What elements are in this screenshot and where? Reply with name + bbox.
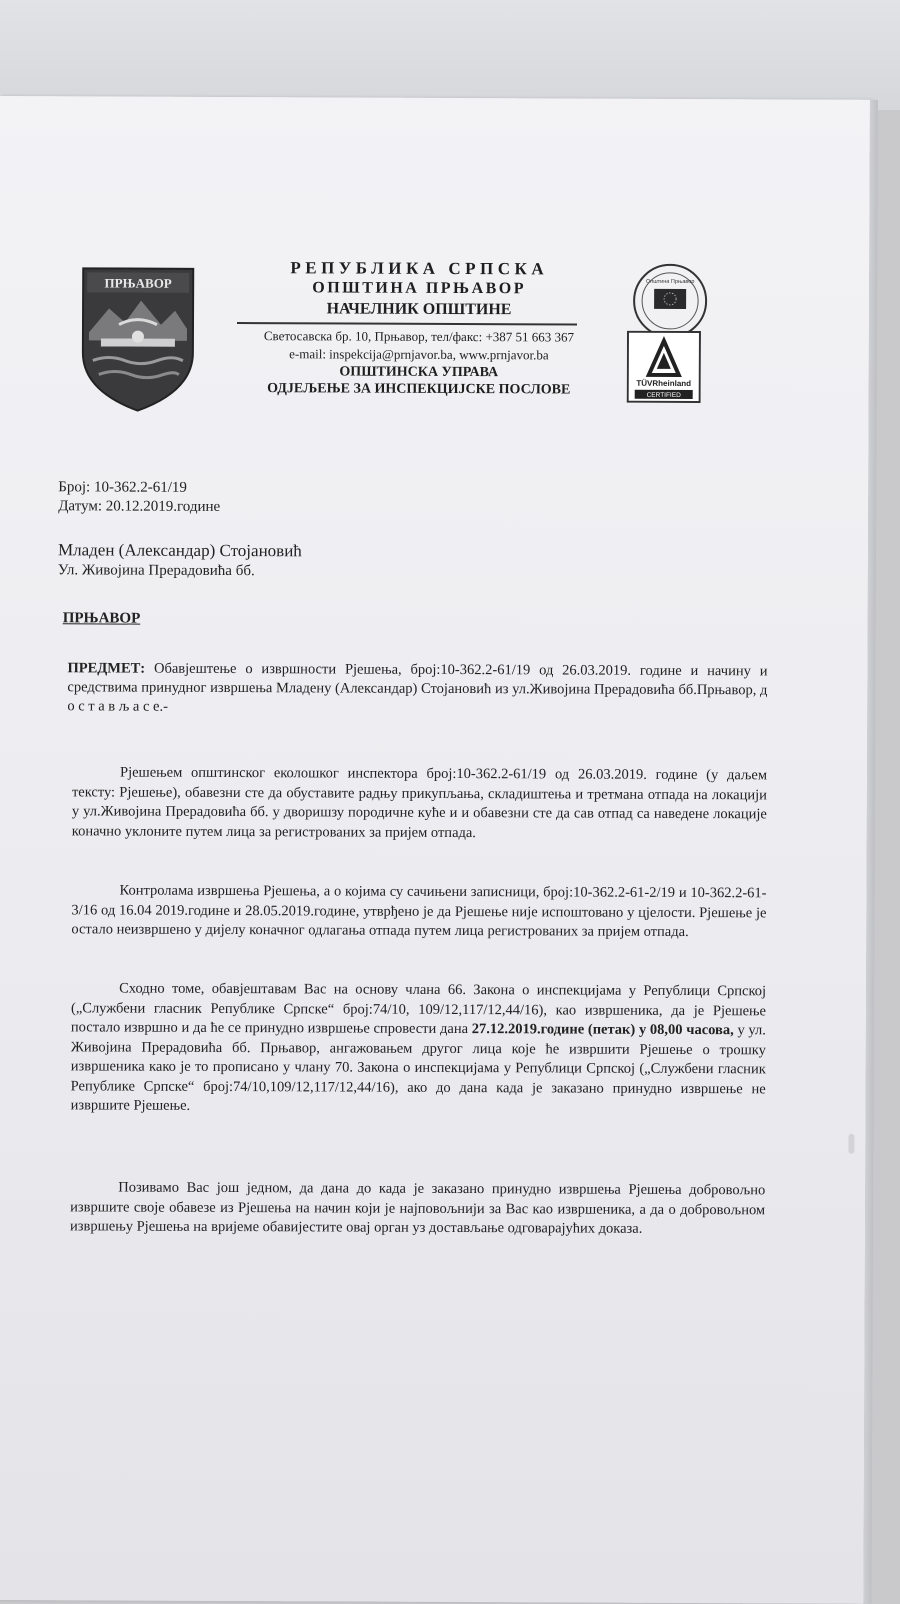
subject-label: ПРЕДМЕТ: [67,660,146,677]
body-p3-deadline: 27.12.2019.године (петак) у 08,00 часова, [471,1021,734,1039]
letterhead [229,257,610,400]
document-reference [58,478,220,517]
tuv-label: TÜVRheinland [636,378,692,389]
body-paragraph-1: Рјешењем општинског еколошког инспектора број:10-362.2-61/19 од 26.03.2019. године (у даљем тексту: Рјешење), обавезни сте да обуставите радњу прикупљања, складиштења и третмана отпада на локацији у ул.Живојина Прерадовића бб. у дворишзу породичне куће и и обавезни сте да сав отпад са наведене локације коначно уклоните путем лица за регистрованих за пријем отпада. [71,764,768,841]
body-p3-part-b: у ул. Живојина Прерадовића бб. Прњавор, ангажовањем другог лица које ће извршити Рјешење о трошку извршеника како је то прописано у члану 70. Закона о инспекцијама у Републици Српској („Службени гласник Републике Српске“ број:74/10,109/12,117/12,44/16), ако до дана када је заказано принудно извршење не извршите Рјешење. [70,1022,766,1114]
body-paragraph-3 [71,979,767,1119]
eu-seal-label: Општина Прњавор [645,278,695,286]
document-date: Датум: 20.12.2019.године [58,498,221,515]
recipient-city: ПРЊАВОР [62,610,141,627]
body-paragraph-4: Позивамо Вас још једном, да дана до када је заказано принудно извршења Рјешења добровољно извршите своје обавезе из Рјешења на начин који је најповољнији за Вас као извршеника, а да о добровољном извршењу Рјешења на вријеме обавијестите овај орган уз достављање одговарајућих доказа. [70,1179,766,1237]
header-municipality: ОПШТИНА ПРЊАВОР [312,279,527,298]
tuv-certified-label: CERTIFIED [646,391,681,399]
header-contact: e-mail: inspekcija@prnjavor.ba, www.prnjavor.ba [289,346,549,363]
recipient-block [58,540,302,581]
crest-label: ПРЊАВОР [104,275,172,291]
subject-text: Обавјештење о извршности Рјешења, број:10-362.2-61/19 од 26.03.2019. године и начину и средствима принудног извршења Младену (Александар) Стојановић из ул.Живојина Прерадовића бб.Прњавор, д о с т а в љ а с е.- [67,660,768,715]
header-department: ОДЈЕЉЕЊЕ ЗА ИНСПЕКЦИЈСКЕ ПОСЛОВЕ [267,381,571,398]
document-number: Број: 10-362.2-61/19 [58,479,187,496]
body-paragraph-2: Контролама извршења Рјешења, а о којима су сачињени записници, број:10-362.2-61-2/19 и 10-362.2-61-3/16 од 16.04 2019.године и 28.05.2019.године, утврђено је да Рјешење није испоштовано у цјелости. Рјешење је остало неизвршено у дијелу коначног одлагања отпада путем лица регистрованих за пријем отпада. [71,882,767,941]
body-p3-part-a: Сходно томе, обавјештавам Вас на основу члана 66. Закона о инспекцијама у Републици Српској („Службени гласник Републике Српске“ број:74/10, 109/12,117/12,44/16), као извршеника, да је Рјешење постало извршно и да ће се принудно извршење спровести дана [70,980,767,1038]
tuv-certified-icon [627,331,701,403]
subject-paragraph [67,659,767,719]
header-republic: РЕПУБЛИКА СРПСКА [290,258,549,279]
background-wall [0,0,900,110]
header-administration: ОПШТИНСКА УПРАВА [339,364,499,381]
recipient-address: Ул. Живојина Прерадовића бб. [57,562,255,580]
header-address: Светосавска бр. 10, Прњавор, тел/факс: +387 51 663 367 [263,328,575,345]
document-page [0,96,870,1604]
header-divider [237,322,577,325]
recipient-name: Младен (Александар) Стојановић [57,540,302,561]
page-stack-edge [863,100,878,1604]
municipality-crest-icon [79,264,198,415]
header-mayor: НАЧЕЛНИК ОПШТИНЕ [326,300,512,319]
paper-mark [848,1134,854,1154]
